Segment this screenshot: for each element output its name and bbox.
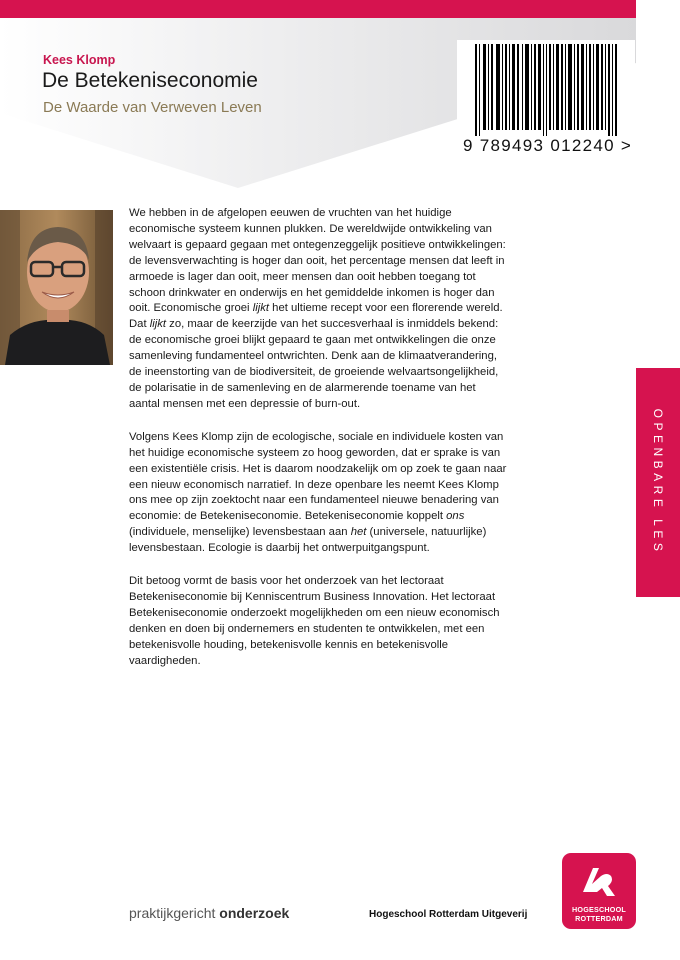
hogeschool-rotterdam-logo: [562, 853, 636, 929]
book-subtitle: De Waarde van Verweven Leven: [43, 99, 262, 116]
isbn-barcode: [457, 40, 635, 162]
body-text: [129, 206, 509, 686]
top-accent-bar: [0, 0, 636, 18]
isbn-number: 9 789493 012240 >: [463, 136, 633, 155]
side-tab: [636, 368, 680, 597]
publisher-name: Hogeschool Rotterdam Uitgeverij: [369, 909, 528, 920]
logo-text-line1: HOGESCHOOL: [572, 905, 626, 914]
author-name: Kees Klomp: [43, 53, 116, 67]
author-portrait: [0, 210, 113, 365]
paragraph-lectorate: Dit betoog vormt de basis voor het onderzoek van het lectoraat Betekeniseconomie bij Kenniscentrum Business Innovation. Het lectoraat Betekeniseconomie onderzoekt mogelijkheden om een nieuw economisch denken en doen bij ondernemers en studenten te ontwikkelen, met een betekenisvolle houding, betekenisvolle kennis en betekenisvolle vaardigheden.: [129, 575, 500, 667]
logo-text-line2: ROTTERDAM: [575, 914, 623, 923]
side-tab-label: OPENBARE LES: [651, 408, 665, 556]
book-title: De Betekeniseconomie: [42, 69, 258, 92]
barcode-bars-icon: [475, 44, 617, 136]
paragraph-intro: We hebben in de afgelopen eeuwen de vruchten van het huidige economische systeem kunnen plukken. De wereldwijde ontwikkeling van welvaart is gepaard gegaan met ontegenzeggelijk positieve ontwikkelingen: de levensverwachting is hoger dan ooit, het percentage mensen dat leeft in armoede is lager dan ooit, meer mensen dan ooit hebben toegang tot schoon drinkwater en onderwijs en het gemiddelde inkomen is hoger dan ooit. Economische groei lijkt het ultieme recept voor een florerende wereld. Dat lijkt zo, maar de keerzijde van het succesverhaal is inmiddels bekend: de economische groei blijkt gepaard te gaan met ontwikkelingen die onze samenleving fundamenteel ontwrichten. Denk aan de klimaatverandering, de ineenstorting van de biodiversiteit, de groeiende welvaartsongelijkheid, de polarisatie in de samenleving en de alarmerende toename van het aantal mensen met een depressie of burn-out.: [129, 207, 506, 410]
series-name: praktijkgericht onderzoek: [129, 905, 290, 921]
paragraph-crisis: Volgens Kees Klomp zijn de ecologische, sociale en individuele kosten van het huidige economische systeem zo hoog geworden, dat er sprake is van een existentiële crisis. Het is daarom noodzakelijk om op zoek te gaan naar een nieuw economisch narratief. In deze openbare les neemt Kees Klomp ons mee op zijn zoektocht naar een fundamenteel nieuwe benadering van economie: de Betekeniseconomie. Betekeniseconomie koppelt ons (individuele, menselijke) levensbestaan aan het (universele, natuurlijke) levensbestaan. Ecologie is daarbij het ontwerpuitgangspunt.: [129, 430, 507, 555]
hr-logo-icon: [579, 862, 619, 902]
